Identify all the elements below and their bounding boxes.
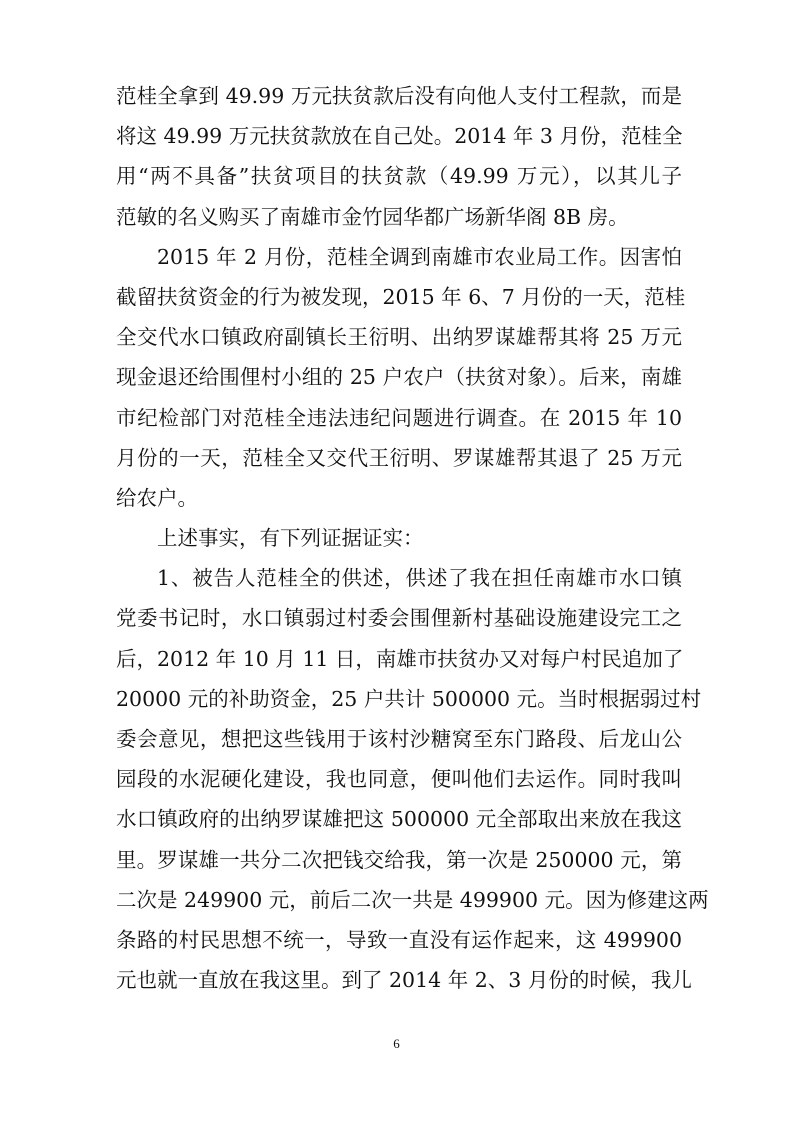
text-line: 条路的村民思想不统一，导致一直没有运作起来，这 499900: [116, 927, 682, 952]
text-line: 现金退还给围俚村小组的 25 户农户（扶贫对象）。后来，南雄: [116, 365, 682, 390]
text-line: 党委书记时，水口镇弱过村委会围俚新村基础设施建设完工之: [116, 606, 682, 631]
text-line: 范敏的名义购买了南雄市金竹园华都广场新华阁 8B 房。: [116, 204, 629, 229]
text-line: 给农户。: [116, 485, 198, 510]
text-line: 上述事实，有下列证据证实：: [157, 526, 424, 551]
text-line: 2015 年 2 月份，范桂全调到南雄市农业局工作。因害怕: [157, 244, 682, 269]
text-line: 将这 49.99 万元扶贫款放在自己处。2014 年 3 月份，范桂全: [116, 124, 683, 149]
text-line: 元也就一直放在我这里。到了 2014 年 2、3 月份的时候，我儿: [116, 968, 692, 993]
text-line: 20000 元的补助资金，25 户共计 500000 元。当时根据弱过村: [116, 686, 702, 711]
body-text: [116, 76, 709, 1000]
text-line: 后，2012 年 10 月 11 日，南雄市扶贫办又对每户村民追加了: [116, 646, 684, 671]
page-number: 6: [393, 1036, 400, 1051]
text-line: 里。罗谋雄一共分二次把钱交给我，第一次是 250000 元，第: [116, 847, 682, 872]
text-line: 市纪检部门对范桂全违法违纪问题进行调查。在 2015 年 10: [116, 405, 682, 430]
text-line: 用“两不具备”扶贫项目的扶贫款（49.99 万元），以其儿子: [116, 164, 682, 189]
text-line: 截留扶贫资金的行为被发现，2015 年 6、7 月份的一天，范桂: [116, 284, 686, 309]
text-line: 范桂全拿到 49.99 万元扶贫款后没有向他人支付工程款，而是: [116, 84, 682, 108]
text-line: 园段的水泥硬化建设，我也同意，便叫他们去运作。同时我叫: [116, 767, 682, 792]
text-line: 水口镇政府的出纳罗谋雄把这 500000 元全部取出来放在我这: [116, 807, 682, 832]
text-line: 委会意见，想把这些钱用于该村沙糖窝至东门路段、后龙山公: [116, 727, 682, 751]
text-line: 1、被告人范桂全的供述，供述了我在担任南雄市水口镇: [157, 566, 682, 591]
text-line: 全交代水口镇政府副镇长王衍明、出纳罗谋雄帮其将 25 万元: [116, 325, 682, 350]
text-line: 二次是 249900 元，前后二次一共是 499900 元。因为修建这两: [116, 887, 709, 912]
text-line: 月份的一天，范桂全又交代王衍明、罗谋雄帮其退了 25 万元: [116, 445, 682, 470]
